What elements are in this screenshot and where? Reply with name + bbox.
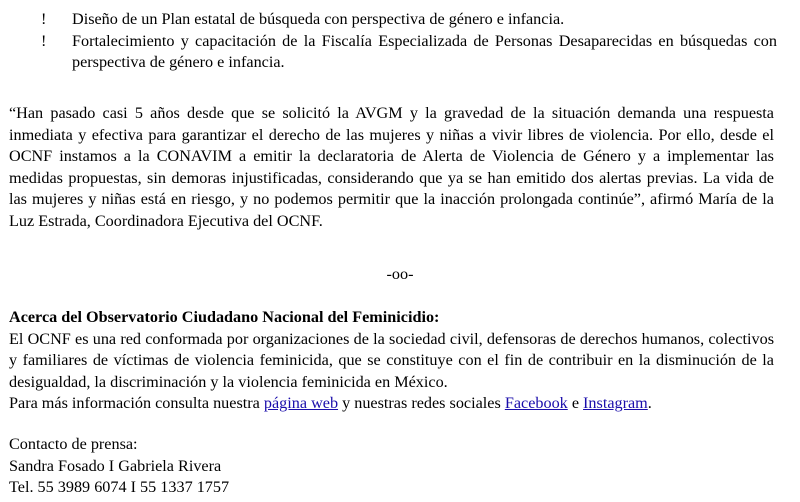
list-item-text: Diseño de un Plan estatal de búsqueda con perspectiva de género e infancia.	[72, 10, 565, 28]
about-section	[9, 307, 774, 415]
instagram-link[interactable]: Instagram	[583, 394, 648, 412]
demands-list	[0, 9, 800, 74]
section-separator: -oo-	[386, 265, 414, 283]
list-item	[0, 31, 777, 74]
website-link[interactable]: página web	[263, 394, 339, 412]
contact-label: Contacto de prensa:	[9, 435, 138, 453]
about-body: El OCNF es una red conformada por organizaciones de la sociedad civil, defensoras de derechos humanos, colectivos y familiares de víctimas de violencia feminicida, que se constituye con el fin de contribuir en la disminución de la desigualdad, la discriminación y la violencia feminicida en México.	[9, 329, 774, 391]
exclamation-bullet: !	[41, 10, 47, 28]
list-item	[0, 9, 777, 31]
contact-names: Sandra Fosado I Gabriela Rivera	[9, 456, 222, 475]
more-info-prefix: Para más información consulta nuestra	[9, 394, 264, 412]
list-item-text: Fortalecimiento y capacitación de la Fiscalía Especializada de Personas Desaparecidas en búsquedas con perspectiva de género e infancia.	[72, 31, 777, 71]
quote-paragraph: “Han pasado casi 5 años desde que se solicitó la AVGM y la gravedad de la situación demanda una respuesta inmediata y efectiva para garantizar el derecho de las mujeres y niñas a vivir libres de violencia. Por ello, desde el OCNF instamos a la CONAVIM a emitir la declaratoria de Alerta de Violencia de Género y a implementar las medidas propuestas, sin demoras injustificadas, considerando que ya se han emitido dos alertas previas. La vida de las mujeres y niñas está en riesgo, y no podemos permitir que la inacción prolongada continúe”, afirmó María de la Luz Estrada, Coordinadora Ejecutiva del OCNF.	[9, 104, 774, 230]
more-info-line	[9, 393, 774, 415]
exclamation-bullet: !	[41, 31, 47, 50]
more-info-middle: y nuestras redes sociales	[338, 394, 505, 412]
contact-phones: Tel. 55 3989 6074 I 55 1337 1757	[9, 478, 230, 496]
period: .	[647, 394, 652, 412]
about-title: Acerca del Observatorio Ciudadano Nacional del Feminicidio:	[9, 308, 440, 326]
facebook-link[interactable]: Facebook	[504, 394, 568, 412]
conjunction: e	[567, 394, 584, 412]
press-contact	[9, 434, 774, 499]
